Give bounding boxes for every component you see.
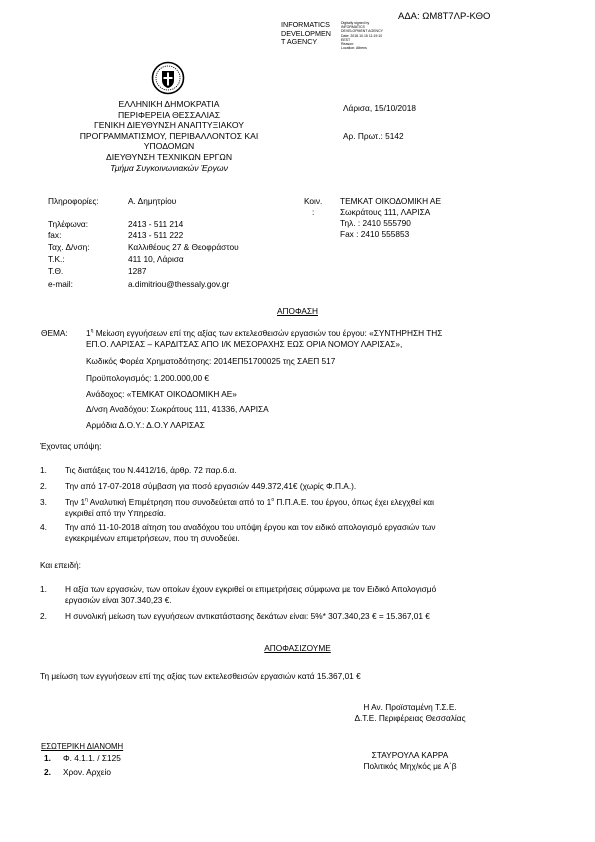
having-regard-heading: Έχοντας υπόψη: — [40, 441, 102, 451]
contact-email[interactable]: a.dimitriou@thessaly.gov.gr — [128, 279, 230, 289]
list-text-line2: εγκριθεί από την Υπηρεσία. — [65, 508, 167, 518]
distribution-text: Χρον. Αρχείο — [63, 767, 111, 777]
stamp-detail: EEST — [341, 37, 351, 42]
signer-role-line: Η Αν. Προϊσταμένη Τ.Σ.Ε. — [363, 702, 457, 712]
place-date: Λάρισα, 15/10/2018 — [343, 103, 416, 113]
list-number: 1. — [40, 584, 47, 594]
recipient-line: Fax : 2410 555853 — [340, 229, 410, 239]
contact-label: Ταχ. Δ/νση: — [48, 242, 90, 252]
stamp-detail: Reason: — [341, 42, 355, 47]
contact-label: Τηλέφωνα: — [48, 219, 89, 229]
list-text-part: Την 1 — [65, 497, 86, 507]
subject-detail: Προϋπολογισμός: 1.200.000,00 € — [86, 373, 210, 383]
because-heading: Και επειδή: — [40, 560, 81, 570]
signer-title: Πολιτικός Μηχ/κός με Α΄β — [363, 761, 457, 771]
signer-role — [330, 702, 490, 724]
list-text: Τις διατάξεις του Ν.4412/16, άρθρ. 72 παρ.6.α. — [65, 465, 237, 475]
recipient-line: Σωκράτους 111, ΛΑΡΙΣΑ — [340, 207, 431, 217]
contact-label: fax: — [48, 230, 62, 240]
distribution-item — [44, 767, 111, 778]
subject-label: ΘΕΜΑ: — [41, 328, 68, 338]
recipient-colon: : — [312, 207, 315, 217]
subject-detail: Ανάδοχος: «ΤΕΜΚΑΤ ΟΙΚΟΔΟΜΙΚΗ ΑΕ» — [86, 389, 237, 399]
issuer-line: ΥΠΟΔΟΜΩΝ — [143, 141, 195, 152]
list-number: 2. — [40, 611, 47, 621]
recipient-block — [340, 196, 441, 240]
list-text: Την από 17-07-2018 σύμβαση για ποσό εργασιών 449.372,41€ (χωρίς Φ.Π.Α.). — [65, 481, 357, 491]
list-text-part: Π.Π.Α.Ε. του έργου, όπως έχει ελεγχθεί και — [274, 497, 434, 507]
contact-value: Καλλιθέους 27 & Θεοφράστου — [128, 242, 239, 252]
distribution-number: 1. — [44, 753, 51, 763]
list-item — [40, 497, 550, 519]
issuer-line: ΕΛΛΗΝΙΚΗ ΔΗΜΟΚΡΑΤΙΑ — [118, 99, 220, 109]
subject-detail: Αρμόδια Δ.Ο.Υ.: Δ.Ο.Υ ΛΑΡΙΣΑΣ — [86, 420, 205, 430]
signature-agency-main — [281, 21, 331, 47]
issuer-line: ΔΙΕΥΘΥΝΣΗ ΤΕΧΝΙΚΩΝ ΕΡΓΩΝ — [105, 151, 233, 162]
contact-label: Πληροφορίες: — [48, 196, 99, 206]
list-number: 4. — [40, 522, 47, 532]
recipient-line: Τηλ. : 2410 555790 — [340, 218, 411, 228]
distribution-item — [44, 753, 121, 764]
subject-line-2: ΕΠ.Ο. ΛΑΡΙΣΑΣ – ΚΑΡΔΙΤΣΑΣ ΑΠΟ Ι/Κ ΜΕΣΟΡΑΧΗΣ ΕΩΣ ΟΡΙΑ ΝΟΜΟΥ ΛΑΡΙΣΑΣ», — [86, 339, 403, 349]
contact-label: Τ.Κ.: — [48, 254, 65, 264]
subject-sup: η — [90, 328, 94, 335]
contact-value: 2413 - 511 222 — [128, 230, 184, 240]
list-text-part: Αναλυτική Επιμέτρηση που συνοδεύεται από το 1 — [87, 497, 272, 507]
decision-title: ΑΠΟΦΑΣΗ — [276, 306, 318, 316]
contact-label: Τ.Θ. — [48, 266, 64, 276]
issuer-line: ΓΕΝΙΚΗ ΔΙΕΥΘΥΝΣΗ ΑΝΑΠΤΥΞΙΑΚΟΥ — [94, 120, 244, 131]
subject-detail: Δ/νση Αναδόχου: Σωκράτους 111, 41336, ΛΑΡΙΣΑ — [86, 404, 269, 414]
distribution-title: ΕΣΩΤΕΡΙΚΗ ΔΙΑΝΟΜΗ — [41, 742, 124, 751]
stamp-detail: INFORMATICS — [341, 25, 365, 30]
subject-detail: Κωδικός Φορέα Χρηματοδότησης: 2014ΕΠ51700025 της ΣΑΕΠ 517 — [86, 356, 336, 366]
subject-text: Μείωση εγγυήσεων επί της αξίας των εκτελεσθεισών εργασιών του έργου: «ΣΥΝΤΗΡΗΣΗ ΤΗΣ — [93, 328, 443, 338]
issuer-block — [60, 99, 278, 173]
distribution-text: Φ. 4.1.1. / Σ125 — [63, 753, 121, 763]
distribution-number: 2. — [44, 767, 51, 777]
list-sup: η — [85, 497, 88, 504]
protocol-number: Αρ. Πρωτ.: 5142 — [343, 131, 404, 141]
stamp-detail: DEVELOPMENT AGENCY — [341, 29, 383, 34]
issuer-line: ΠΕΡΙΦΕΡΕΙΑ ΘΕΣΣΑΛΙΑΣ — [117, 109, 221, 120]
signer-name-block — [330, 750, 490, 772]
signature-details — [341, 21, 383, 50]
list-text: Την από 11-10-2018 αίτηση του αναδόχου του υπόψη έργου και τον ειδικό απολογισμό εργασιών των — [65, 522, 436, 532]
list-text: Η συνολική μείωση των εγγυήσεων αντικατάστασης δεκάτων είναι: 5%* 307.340,23 € = 15.367,01 € — [65, 611, 430, 621]
recipient-line: ΤΕΜΚΑΤ ΟΙΚΟΔΟΜΙΚΗ ΑΕ — [340, 196, 441, 206]
contact-value: 2413 - 511 214 — [128, 219, 184, 229]
greek-coat-of-arms-icon — [151, 61, 185, 95]
stamp-line: DEVELOPMEN — [281, 28, 331, 38]
contact-value: 1287 — [128, 266, 147, 276]
contact-value: 411 10, Λάρισα — [128, 254, 184, 264]
list-text — [65, 497, 553, 508]
list-item — [40, 522, 550, 544]
list-text: Η αξία των εργασιών, των οποίων έχουν εγκριθεί οι επιμετρήσεις σύμφωνα με τον Ειδικό Απολογισμό — [65, 584, 437, 594]
stamp-detail: Date: 2018.10.15 11:19:10 — [341, 33, 383, 38]
contact-label: e-mail: — [48, 279, 73, 289]
stamp-line: INFORMATICS — [281, 20, 330, 29]
list-number: 3. — [40, 497, 47, 507]
issuer-department: Τμήμα Συγκοινωνιακών Έργων — [110, 162, 228, 173]
we-decide-title: ΑΠΟΦΑΣΙΖΟΥΜΕ — [264, 643, 331, 653]
stamp-detail: Digitally signed by — [341, 21, 370, 25]
issuer-line: ΠΡΟΓΡΑΜΜΑΤΙΣΜΟΥ, ΠΕΡΙΒΑΛΛΟΝΤΟΣ ΚΑΙ — [79, 130, 259, 141]
decision-text: Τη μείωση των εγγυήσεων επί της αξίας των εκτελεσθεισών εργασιών κατά 15.367,01 € — [40, 671, 361, 681]
list-text-line2: εγκεκριμένων επιμετρήσεων, που τη συνοδεύει. — [65, 533, 240, 543]
signer-name: ΣΤΑΥΡΟΥΛΑ ΚΑΡΡΑ — [371, 750, 449, 760]
recipient-label: Κοιν. — [304, 196, 323, 206]
list-number: 2. — [40, 481, 47, 491]
stamp-line: T AGENCY — [281, 37, 318, 46]
list-item — [40, 584, 550, 606]
contact-value: Α. Δημητρίου — [128, 196, 177, 206]
subject-number: 1 — [86, 328, 91, 338]
signer-role-line: Δ.Τ.Ε. Περιφέρειας Θεσσαλίας — [354, 713, 466, 723]
list-number: 1. — [40, 465, 47, 475]
ada-code: ΑΔΑ: ΩΜ8Τ7ΛΡ-ΚΘΟ — [398, 11, 491, 22]
subject-line-1 — [86, 328, 442, 339]
digital-signature-stamp — [281, 21, 331, 47]
list-sup: ο — [271, 497, 275, 504]
stamp-detail: Location: Athens — [341, 46, 367, 51]
list-text-line2: εργασιών είναι 307.340,23 €. — [65, 595, 172, 605]
